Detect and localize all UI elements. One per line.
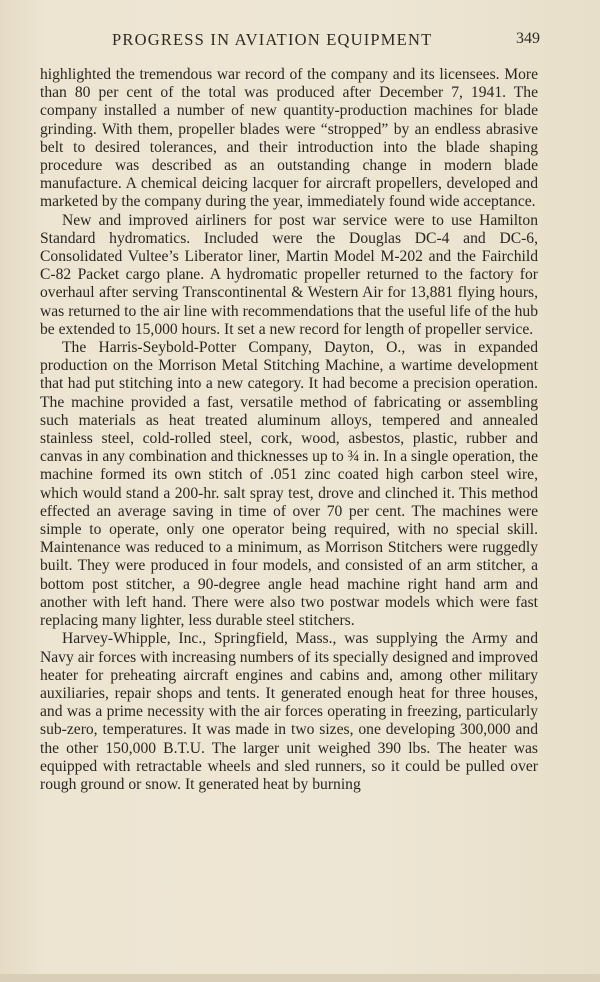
paragraph-harvey-whipple: Harvey-Whipple, Inc., Springfield, Mass., was supplying the Army and Navy air forces with increasing numbers of its specially designed and improved heater for preheating aircraft engines and cabins and, among other military auxiliaries, repair shops and tents. It generated enough heat for three houses, and was a prime necessity with the air forces operating in freezing, particularly sub-zero, temperatures. It was made in two sizes, one developing 300,000 and the other 150,000 B.T.U. The larger unit weighed 390 lbs. The heater was equipped with retractable wheels and sled runners, so it could be pulled over rough ground or snow. It generated heat by burning: [40, 630, 538, 793]
page-number: 349: [516, 30, 540, 47]
paragraph-hamilton-continued: highlighted the tremendous war record of the company and its licensees. More than 80 per cent of the total was produced after December 7, 1941. The company installed a number of new quantity-production machines for blade grinding. With them, propeller blades were “stropped” by an endless abrasive belt to desired tolerances, and their introduction into the blade shaping procedure was described as an outstanding change in modern blade manufacture. A chemical deicing lacquer for aircraft propellers, developed and marketed by the company during the year, immediately found wide acceptance.: [40, 66, 538, 211]
paragraph-airliners: New and improved airliners for post war service were to use Hamilton Standard hydromatics. Included were the Douglas DC-4 and DC-6, Consolidated Vultee’s Liberator liner, Martin Model M-202 and the Fairchild C-82 Packet cargo plane. A hydromatic propeller returned to the factory for overhaul after serving Transcontinental & Western Air for 13,881 flying hours, was returned to the air line with recommendations that the useful life of the hub be extended to 15,000 hours. It set a new record for length of propeller service.: [40, 211, 538, 338]
paragraph-harris-seybold-potter: The Harris-Seybold-Potter Company, Dayton, O., was in expanded production on the Morrison Metal Stitching Machine, a wartime development that had put stitching into a new category. It had become a precision operation. The machine provided a fast, versatile method of fabricating or assembling such materials as heat treated aluminum alloys, tempered and annealed stainless steel, cold-rolled steel, cork, wood, asbestos, plastic, rubber and canvas in any combination and thicknesses up to ¾ in. In a single operation, the machine formed its own stitch of .051 zinc coated high carbon steel wire, which would stand a 200-hr. salt spray test, drove and clinched it. This method effected an average saving in time of over 70 per cent. The machines were simple to operate, only one operator being required, with no special skill. Maintenance was reduced to a minimum, as Morrison Stitchers were ruggedly built. They were produced in four models, and consisted of an arm stitcher, a bottom post stitcher, a 90-degree angle head machine right hand arm and another with left hand. There were also two postwar models which were fast replacing many lighter, less durable steel stitchers.: [40, 339, 538, 630]
body-text: [40, 66, 538, 794]
running-head: PROGRESS IN AVIATION EQUIPMENT: [112, 30, 433, 49]
page-header: [40, 30, 540, 54]
page-bottom-edge: [0, 974, 600, 982]
